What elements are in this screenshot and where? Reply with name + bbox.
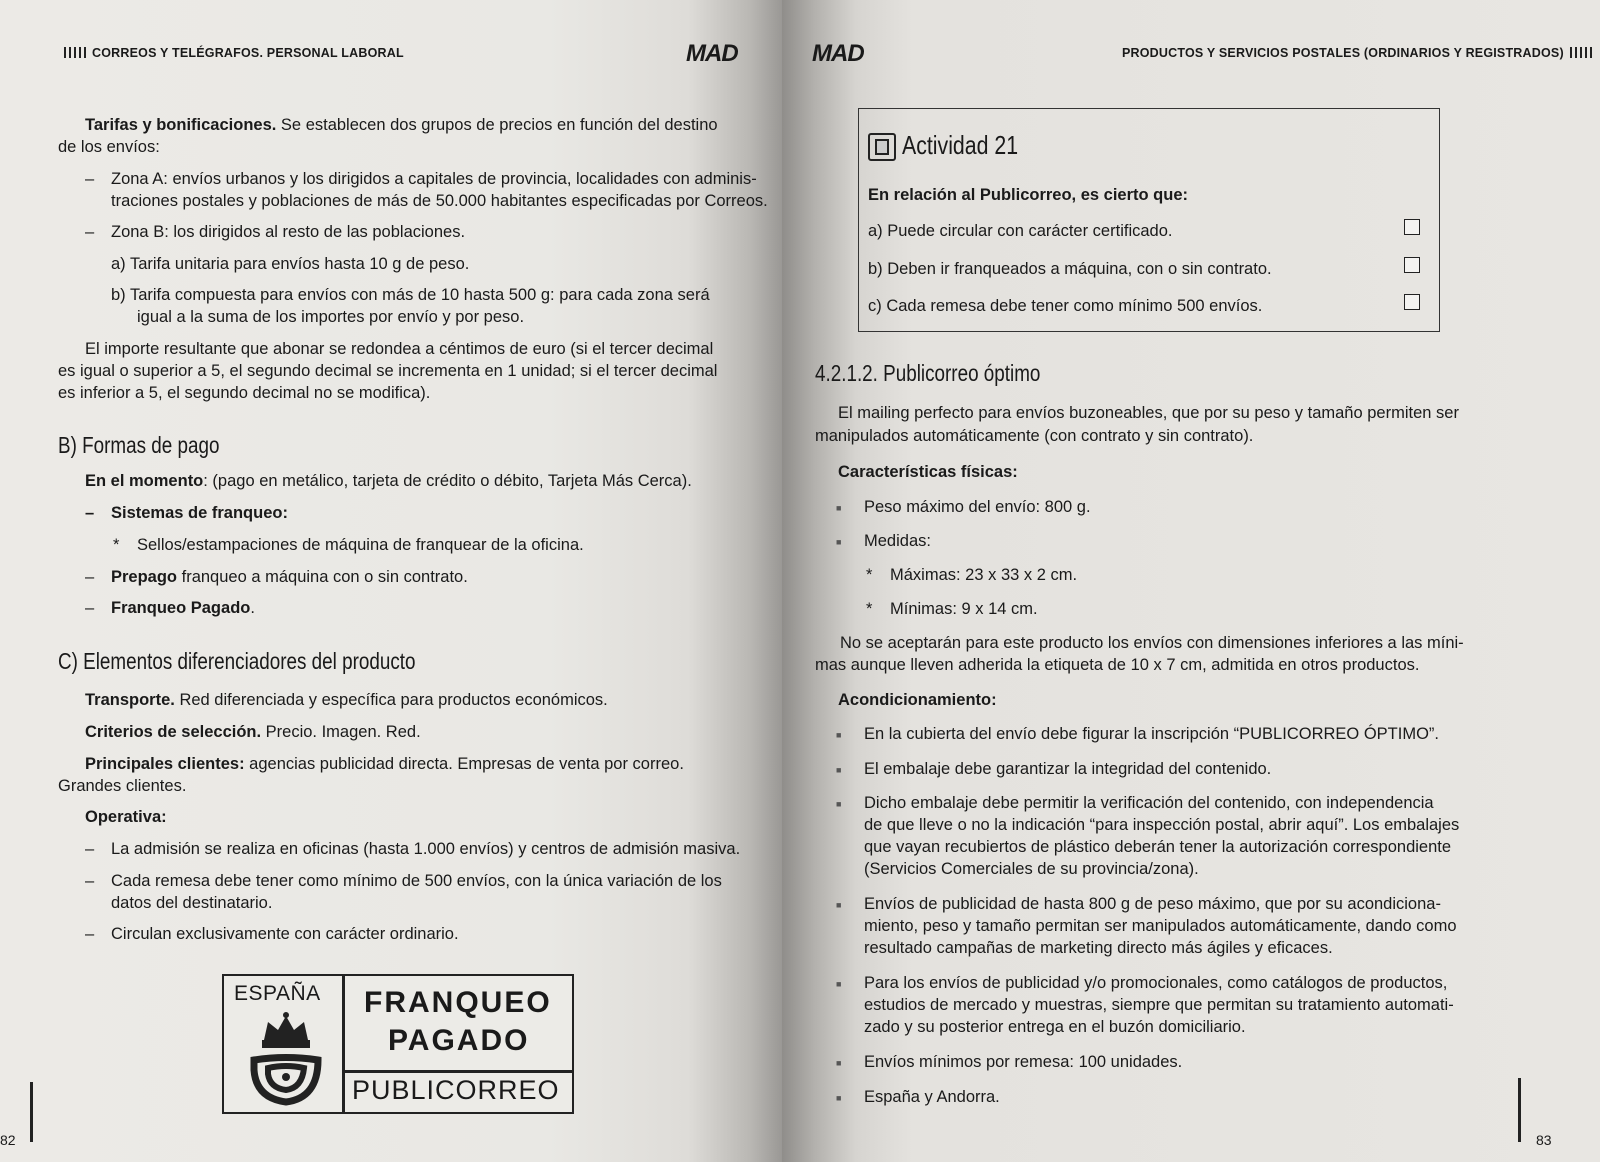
ac-item-3-line4: (Servicios Comerciales de su provincia/zona). <box>864 860 1199 878</box>
no-acept-line1: No se aceptarán para este producto los envíos con dimensiones inferiores a las míni- <box>840 634 1464 652</box>
criterios-line <box>85 721 421 743</box>
ac-item-4-line2: miento, peso y tamaño permitan ser manipulados automáticamente, dando como <box>864 917 1457 935</box>
operativa-item-3: – Circulan exclusivamente con carácter ordinario. <box>111 923 459 945</box>
stamp-rule <box>344 1070 572 1073</box>
prepago-label: Prepago <box>111 568 178 586</box>
bars-decoration-right <box>1570 47 1592 58</box>
option-b-checkbox[interactable] <box>1404 257 1420 273</box>
zona-a-line1: – Zona A: envíos urbanos y los dirigidos a capitales de provincia, localidades con adminis- <box>111 168 757 190</box>
ac-item-6: ■ Envíos mínimos por remesa: 100 unidades. <box>864 1051 1182 1073</box>
prepago-item <box>111 566 468 588</box>
principales-line2: Grandes clientes. <box>58 777 187 795</box>
running-head <box>58 46 404 60</box>
stamp-line1: FRANQUEO <box>364 986 552 1019</box>
publisher-logo-right: MAD <box>812 40 864 67</box>
ac-item-5-line1: ■ Para los envíos de publicidad y/o promocionales, como catálogos de productos, <box>864 972 1447 994</box>
momento-line <box>85 470 692 492</box>
zona-a-line2: traciones postales y poblaciones de más de 50.000 habitantes especificadas por Correos. <box>111 192 768 210</box>
prepago-text: franqueo a máquina con o sin contrato. <box>177 568 468 586</box>
operativa-label: Operativa: <box>85 808 167 826</box>
ac-item-3-line1: ■ Dicho embalaje debe permitir la verificación del contenido, con independencia <box>864 792 1434 814</box>
tarifas-line2: de los envíos: <box>58 138 160 156</box>
operativa-item-2-line2: datos del destinatario. <box>111 894 273 912</box>
tarifas-paragraph <box>85 114 718 136</box>
medidas-item: ■ Medidas: <box>864 530 931 552</box>
importe-line1: El importe resultante que abonar se redondea a céntimos de euro (si el tercer decimal <box>85 340 714 358</box>
tarifas-text: Se establecen dos grupos de precios en función del destino <box>276 116 718 134</box>
principales-line <box>85 753 684 775</box>
tarifas-title: Tarifas y bonificaciones. <box>85 116 277 134</box>
running-head-right-text: PRODUCTOS Y SERVICIOS POSTALES (ORDINARIOS Y REGISTRADOS) <box>1122 46 1564 60</box>
momento-text: : (pago en metálico, tarjeta de crédito o débito, Tarjeta Más Cerca). <box>203 472 692 490</box>
no-acept-line2: mas aunque lleven adherida la etiqueta de 10 x 7 cm, admitida en otros productos. <box>815 656 1420 674</box>
stamp-line2: PAGADO <box>388 1024 530 1057</box>
ac-item-5-line3: zado y su posterior entrega en el buzón domiciliario. <box>864 1018 1246 1036</box>
activity-title: Actividad 21 <box>902 130 1019 160</box>
franqueo-pagado-label: Franqueo Pagado <box>111 599 251 617</box>
minimas-item: * Mínimas: 9 x 14 cm. <box>890 598 1038 620</box>
page-number-left: 82 <box>0 1132 16 1148</box>
transporte-line <box>85 689 608 711</box>
post-horn-crown-icon <box>246 1010 326 1110</box>
peso-item: ■ Peso máximo del envío: 800 g. <box>864 496 1091 518</box>
option-c-checkbox[interactable] <box>1404 294 1420 310</box>
stamp-country: ESPAÑA <box>234 982 321 1005</box>
tarifa-b-line2: igual a la suma de los importes por envío y por peso. <box>137 308 525 326</box>
tarifa-a: a) Tarifa unitaria para envíos hasta 10 g de peso. <box>111 255 470 273</box>
page-number-right: 83 <box>1536 1132 1552 1148</box>
operativa-item-1: – La admisión se realiza en oficinas (hasta 1.000 envíos) y centros de admisión masiva. <box>111 838 740 860</box>
option-b-text: b) Deben ir franqueados a máquina, con o sin contrato. <box>868 260 1272 278</box>
franqueo-pagado-item: – Franqueo Pagado. <box>111 597 255 619</box>
sistemas-franqueo: – Sistemas de franqueo: <box>111 502 288 524</box>
ac-item-1: ■ En la cubierta del envío debe figurar la inscripción “PUBLICORREO ÓPTIMO”. <box>864 723 1439 745</box>
transporte-label: Transporte. <box>85 691 175 709</box>
principales-label: Principales clientes: <box>85 755 245 773</box>
running-head-right <box>1122 46 1598 60</box>
page-edge-rule <box>30 1082 33 1142</box>
sellos-item: * Sellos/estampaciones de máquina de franquear de la oficina. <box>137 534 584 556</box>
activity-icon <box>868 133 896 161</box>
intro-line1: El mailing perfecto para envíos buzoneables, que por su peso y tamaño permiten ser <box>838 404 1459 422</box>
transporte-text: Red diferenciada y específica para productos económicos. <box>174 691 608 709</box>
criterios-text: Precio. Imagen. Red. <box>261 723 421 741</box>
stamp-line3: PUBLICORREO <box>352 1075 560 1105</box>
principales-text: agencias publicidad directa. Empresas de venta por correo. <box>244 755 684 773</box>
ac-item-3-line3: que vayan recubiertos de plástico deberán tener la autorización correspondiente <box>864 838 1452 856</box>
importe-line3: es inferior a 5, el segundo decimal no se modifica). <box>58 384 431 402</box>
momento-label: En el momento <box>85 472 204 490</box>
option-c-text: c) Cada remesa debe tener como mínimo 500 envíos. <box>868 297 1263 315</box>
intro-line2: manipulados automáticamente (con contrato y sin contrato). <box>815 427 1254 445</box>
ac-item-2: ■ El embalaje debe garantizar la integridad del contenido. <box>864 758 1271 780</box>
ac-item-4-line1: ■ Envíos de publicidad de hasta 800 g de peso máximo, que por su acondiciona- <box>864 893 1441 915</box>
publisher-logo: MAD <box>686 40 738 67</box>
ac-item-3-line2: de que lleve o no la indicación “para inspección postal, abrir aquí”. Los embalajes <box>864 816 1460 834</box>
maximas-item: * Máximas: 23 x 33 x 2 cm. <box>890 564 1077 586</box>
caracteristicas-label: Características físicas: <box>838 463 1018 481</box>
activity-question: En relación al Publicorreo, es cierto que: <box>868 186 1189 204</box>
elementos-heading: C) Elementos diferenciadores del producto <box>58 648 416 674</box>
criterios-label: Criterios de selección. <box>85 723 262 741</box>
running-head-text: CORREOS Y TELÉGRAFOS. PERSONAL LABORAL <box>92 46 404 60</box>
option-a-text: a) Puede circular con carácter certificado. <box>868 222 1173 240</box>
ac-item-4-line3: resultado campañas de marketing directo más ágiles y eficaces. <box>864 939 1333 957</box>
ac-item-7: ■ España y Andorra. <box>864 1086 1000 1108</box>
franqueo-pagado-stamp <box>222 974 574 1114</box>
left-page <box>0 0 782 1162</box>
ac-item-5-line2: estudios de mercado y muestras, siempre que permitan su tratamiento automati- <box>864 996 1454 1014</box>
section-heading: 4.2.1.2. Publicorreo óptimo <box>815 360 1041 386</box>
acondicionamiento-label: Acondicionamiento: <box>838 691 997 709</box>
bars-decoration <box>64 47 86 58</box>
zona-b: – Zona B: los dirigidos al resto de las poblaciones. <box>111 221 465 243</box>
formas-heading: B) Formas de pago <box>58 432 220 458</box>
operativa-item-2-line1: – Cada remesa debe tener como mínimo de 500 envíos, con la única variación de los <box>111 870 722 892</box>
stamp-divider <box>342 976 345 1112</box>
page-edge-rule-right <box>1518 1078 1521 1142</box>
tarifa-b-line1: b) Tarifa compuesta para envíos con más de 10 hasta 500 g: para cada zona será <box>111 286 710 304</box>
option-a-checkbox[interactable] <box>1404 219 1420 235</box>
importe-line2: es igual o superior a 5, el segundo decimal se incrementa en 1 unidad; si el tercer decimal <box>58 362 718 380</box>
